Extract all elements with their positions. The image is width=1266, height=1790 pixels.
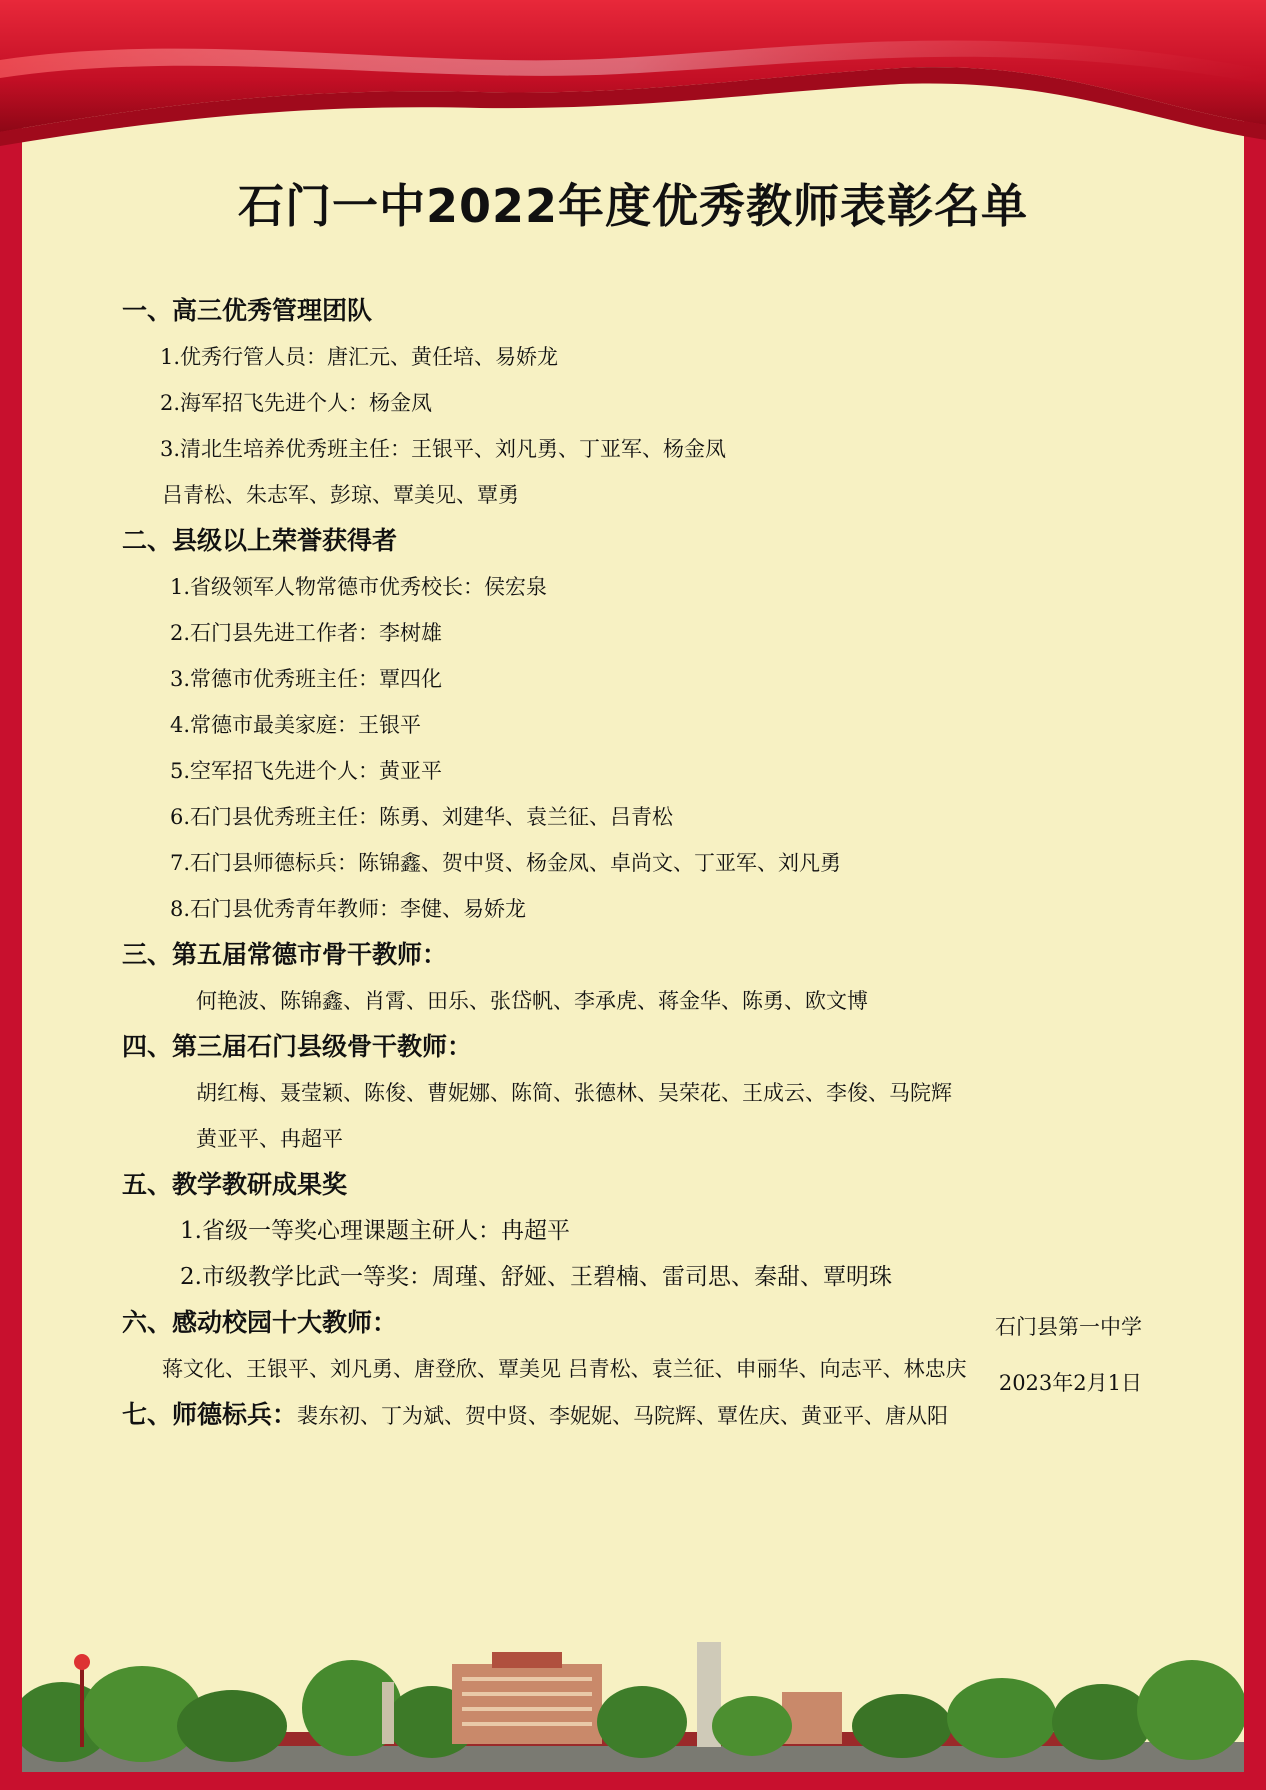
list-item: 5.空军招飞先进个人：黄亚平: [170, 759, 443, 783]
honor-list: [122, 288, 1162, 1438]
issue-date: 2023年2月1日: [998, 1371, 1142, 1395]
list-item: 8.石门县优秀青年教师：李健、易娇龙: [170, 897, 527, 921]
campus-scene-illustration: [22, 1622, 1244, 1772]
page-title: 石门一中2022年度优秀教师表彰名单: [237, 179, 1029, 233]
list-item: 裴东初、丁为斌、贺中贤、李妮妮、马院辉、覃佐庆、黄亚平、唐从阳: [297, 1404, 949, 1428]
list-item: 2.市级教学比武一等奖：周瑾、舒娅、王碧楠、雷司思、秦甜、覃明珠: [180, 1264, 892, 1290]
list-item: 6.石门县优秀班主任：陈勇、刘建华、袁兰征、吕青松: [170, 805, 674, 829]
list-item: 2.石门县先进工作者：李树雄: [170, 621, 443, 645]
list-item: 黄亚平、冉超平: [196, 1127, 343, 1151]
list-item: 7.石门县师德标兵：陈锦鑫、贺中贤、杨金凤、卓尚文、丁亚军、刘凡勇: [170, 851, 842, 875]
school-signature: 石门县第一中学: [995, 1315, 1142, 1339]
list-item: 3.常德市优秀班主任：覃四化: [170, 667, 443, 691]
section-heading-inline: [122, 1392, 1162, 1438]
section-heading: 五、教学教研成果奖: [122, 1170, 348, 1199]
list-item: 吕青松、朱志军、彭琼、覃美见、覃勇: [162, 483, 519, 507]
section-heading: 四、第三届石门县级骨干教师：: [122, 1032, 473, 1061]
list-item: 胡红梅、聂莹颖、陈俊、曹妮娜、陈简、张德林、吴荣花、王成云、李俊、马院辉: [196, 1081, 952, 1105]
list-item: 1.省级一等奖心理课题主研人：冉超平: [180, 1218, 570, 1244]
list-item: 4.常德市最美家庭：王银平: [170, 713, 422, 737]
list-item: 1.省级领军人物常德市优秀校长：侯宏泉: [170, 575, 548, 599]
list-item: 2.海军招飞先进个人：杨金凤: [160, 391, 433, 415]
list-item: 何艳波、陈锦鑫、肖霄、田乐、张岱帆、李承虎、蒋金华、陈勇、欧文博: [196, 989, 868, 1013]
list-item: 3.清北生培养优秀班主任：王银平、刘凡勇、丁亚军、杨金凤: [160, 437, 727, 461]
section-heading: 一、高三优秀管理团队: [122, 296, 373, 325]
section-heading: 七、师德标兵：: [122, 1400, 298, 1429]
section-heading: 二、县级以上荣誉获得者: [122, 526, 398, 555]
red-ribbon-decoration: [0, 0, 1266, 180]
section-heading: 六、感动校园十大教师：: [122, 1308, 398, 1337]
section-heading: 三、第五届常德市骨干教师：: [122, 940, 448, 969]
list-item: 1.优秀行管人员：唐汇元、黄任培、易娇龙: [160, 345, 559, 369]
list-item: 蒋文化、王银平、刘凡勇、唐登欣、覃美见 吕青松、袁兰征、申丽华、向志平、林忠庆: [162, 1357, 967, 1381]
